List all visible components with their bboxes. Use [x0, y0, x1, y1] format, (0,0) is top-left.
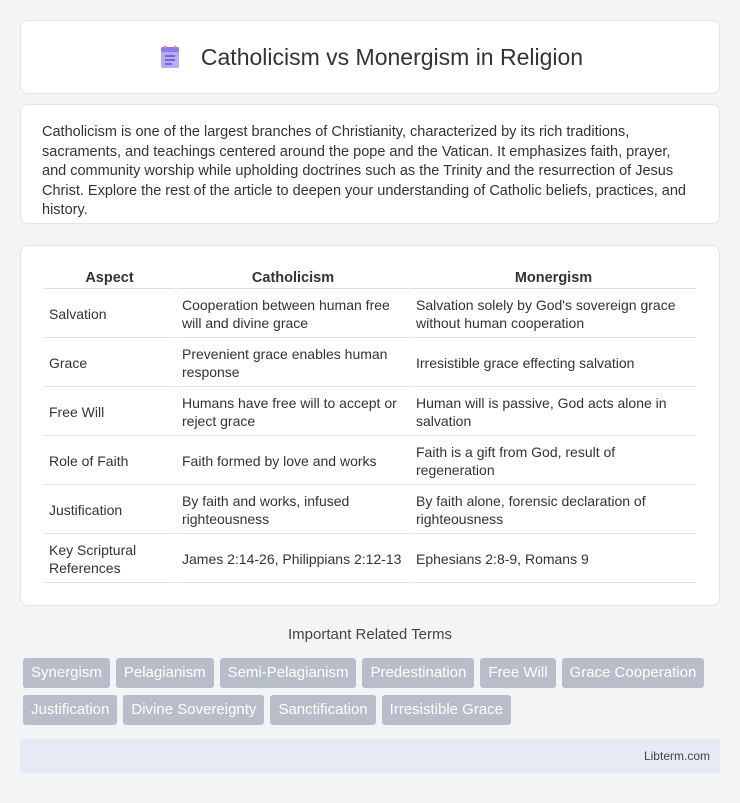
header-monergism: Monergism [411, 266, 696, 289]
footer-link[interactable]: Libterm.com [643, 749, 710, 763]
table-cell: Role of Faith [44, 438, 175, 485]
related-terms-list [23, 658, 713, 725]
table-cell: Humans have free will to accept or reject grace [177, 389, 409, 436]
table-cell: James 2:14-26, Philippians 2:12-13 [177, 536, 409, 583]
table-cell: Faith formed by love and works [177, 438, 409, 485]
tag-free-will[interactable]: Free Will [480, 658, 555, 688]
table-row [44, 389, 696, 436]
table-cell: By faith alone, forensic declaration of righteousness [411, 487, 696, 534]
table-cell: Ephesians 2:8-9, Romans 9 [411, 536, 696, 583]
document-icon [157, 44, 183, 70]
table-row [44, 487, 696, 534]
table-cell: Salvation solely by God's sovereign grace without human cooperation [411, 291, 696, 338]
table-cell: Prevenient grace enables human response [177, 340, 409, 387]
table-cell: Salvation [44, 291, 175, 338]
title-card [20, 20, 720, 94]
intro-text: Catholicism is one of the largest branches of Christianity, characterized by its rich traditions, sacraments, and teachings centered around the pope and the Vatican. It emphasizes faith, prayer, and community worship while upholding doctrines such as the Trinity and the resurrection of Jesus Christ. Explore the rest of the article to deepen your understanding of Catholic beliefs, practices, and history. [42, 124, 686, 218]
header-aspect: Aspect [44, 266, 175, 289]
comparison-card [20, 245, 720, 606]
tag-divine-sovereignty[interactable]: Divine Sovereignty [123, 695, 264, 725]
header-catholicism: Catholicism [177, 266, 409, 289]
footer [20, 739, 720, 773]
table-cell: By faith and works, infused righteousness [177, 487, 409, 534]
table-cell: Justification [44, 487, 175, 534]
comparison-table [42, 264, 698, 585]
table-cell: Key Scriptural References [44, 536, 175, 583]
related-terms-title: Important Related Terms [288, 626, 452, 643]
table-row [44, 536, 696, 583]
tag-sanctification[interactable]: Sanctification [270, 695, 375, 725]
table-cell: Cooperation between human free will and divine grace [177, 291, 409, 338]
tag-irresistible-grace[interactable]: Irresistible Grace [382, 695, 511, 725]
table-row [44, 438, 696, 485]
table-row [44, 291, 696, 338]
tag-justification[interactable]: Justification [23, 695, 117, 725]
tag-synergism[interactable]: Synergism [23, 658, 110, 688]
table-cell: Free Will [44, 389, 175, 436]
table-header-row [44, 266, 696, 289]
intro-card [20, 104, 720, 224]
table-cell: Human will is passive, God acts alone in salvation [411, 389, 696, 436]
tag-predestination[interactable]: Predestination [362, 658, 474, 688]
tag-pelagianism[interactable]: Pelagianism [116, 658, 214, 688]
table-cell: Faith is a gift from God, result of regeneration [411, 438, 696, 485]
table-row [44, 340, 696, 387]
tag-grace-cooperation[interactable]: Grace Cooperation [562, 658, 705, 688]
page-title: Catholicism vs Monergism in Religion [200, 43, 584, 70]
table-cell: Grace [44, 340, 175, 387]
table-cell: Irresistible grace effecting salvation [411, 340, 696, 387]
tag-semi-pelagianism[interactable]: Semi-Pelagianism [220, 658, 357, 688]
